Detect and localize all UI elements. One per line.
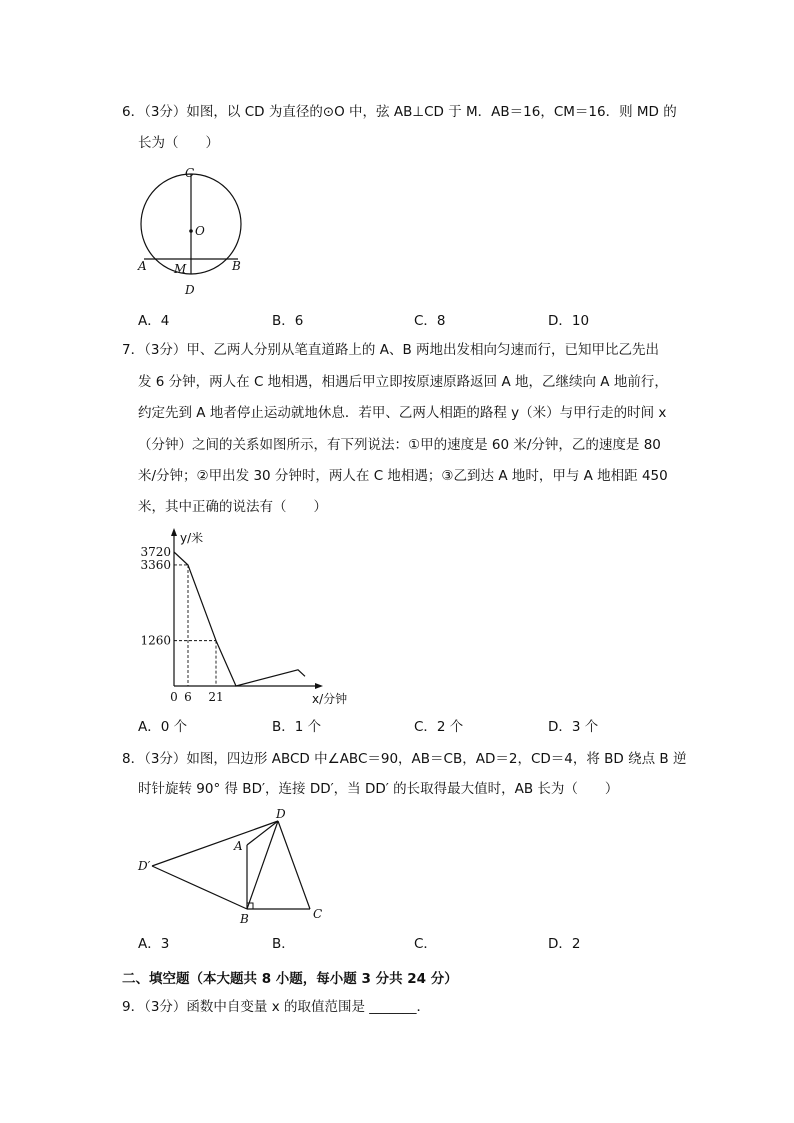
y-tick-label: 3720 (140, 545, 171, 559)
label-b: B (232, 259, 241, 273)
q6-option-a: A．4 (138, 313, 170, 329)
x-axis-label: x/分钟 (312, 692, 348, 706)
y-tick-label: 3360 (140, 557, 171, 572)
q8-text-line1: 8．（3分）如图，四边形 ABCD 中∠ABC＝90，AB＝CB，AD＝2，CD＝4，将 BD 绕点 B 逆 (122, 751, 687, 767)
q6-option-d: D．10 (548, 313, 590, 329)
q7-option-d: D．3 个 (548, 719, 599, 735)
segment-d-c (278, 821, 310, 909)
x-tick-label: 21 (208, 690, 224, 704)
q7-option-a: A．0 个 (138, 719, 188, 735)
label-a: A (138, 259, 147, 273)
label-d: D (185, 283, 195, 297)
q7-option-c: C．2 个 (414, 719, 464, 735)
q7-text-line3: 约定先到 A 地者停止运动就地休息．若甲、乙两人相距的路程 y（米）与甲行走的时间 x (138, 405, 667, 421)
x-axis-arrow (315, 683, 323, 689)
segment-dprime-b (152, 866, 247, 909)
label-m: M (174, 262, 187, 276)
q6-text-line1: 6．（3分）如图，以 CD 为直径的⊙O 中，弦 AB⊥CD 于 M．AB＝16，CM＝16．则 MD 的 (122, 104, 677, 120)
segment-b-d (247, 821, 278, 909)
q8-quadrilateral-figure (130, 800, 340, 930)
q7-option-b: B．1 个 (272, 719, 322, 735)
label-c: C (185, 166, 195, 180)
q7-text-line5: 米/分钟；②甲出发 30 分钟时，两人在 C 地相遇；③乙到达 A 地时，甲与 A 地相距 450 (138, 468, 668, 484)
label-d: D (276, 807, 286, 821)
label-b: B (240, 912, 249, 926)
q8-option-b: B． (272, 936, 295, 952)
q7-distance-time-chart (130, 520, 370, 715)
label-a: A (234, 839, 243, 853)
q8-option-d: D．2 (548, 936, 581, 952)
q6-circle-figure (130, 160, 260, 300)
q6-option-b: B．6 (272, 313, 304, 329)
segment-dprime-d (152, 821, 278, 866)
q8-text-line2: 时针旋转 90° 得 BD′，连接 DD′，当 DD′ 的长取得最大值时，AB 长为（ ） (138, 781, 619, 797)
label-o: O (195, 224, 205, 238)
center-point (189, 229, 193, 233)
section-heading-fill-in: 二、填空题（本大题共 8 小题，每小题 3 分共 24 分） (122, 971, 458, 987)
q6-option-c: C．8 (414, 313, 446, 329)
series-line (174, 552, 305, 686)
label-d-prime: D′ (138, 859, 151, 873)
q8-option-a: A．3 (138, 936, 170, 952)
q7-text-line2: 发 6 分钟，两人在 C 地相遇，相遇后甲立即按原速原路返回 A 地，乙继续向 A 地前行， (138, 374, 668, 390)
q7-text-line1: 7．（3分）甲、乙两人分别从笔直道路上的 A、B 两地出发相向匀速而行，已知甲比乙先出 (122, 342, 660, 358)
q7-text-line4: （分钟）之间的关系如图所示，有下列说法：①甲的速度是 60 米/分钟，乙的速度是 80 (138, 437, 661, 453)
q6-text-line2: 长为（ ） (138, 135, 219, 151)
x-tick-label: 0 (170, 690, 178, 704)
q8-option-c: C． (414, 936, 437, 952)
y-axis-arrow (171, 528, 177, 536)
label-c: C (313, 907, 323, 921)
y-tick-label: 1260 (140, 633, 171, 648)
q7-text-line6: 米，其中正确的说法有（ ） (138, 499, 327, 515)
q9-text-line1: 9．（3分）函数中自变量 x 的取值范围是 _______． (122, 999, 431, 1015)
y-axis-label: y/米 (180, 531, 204, 545)
x-tick-label: 6 (184, 690, 192, 704)
